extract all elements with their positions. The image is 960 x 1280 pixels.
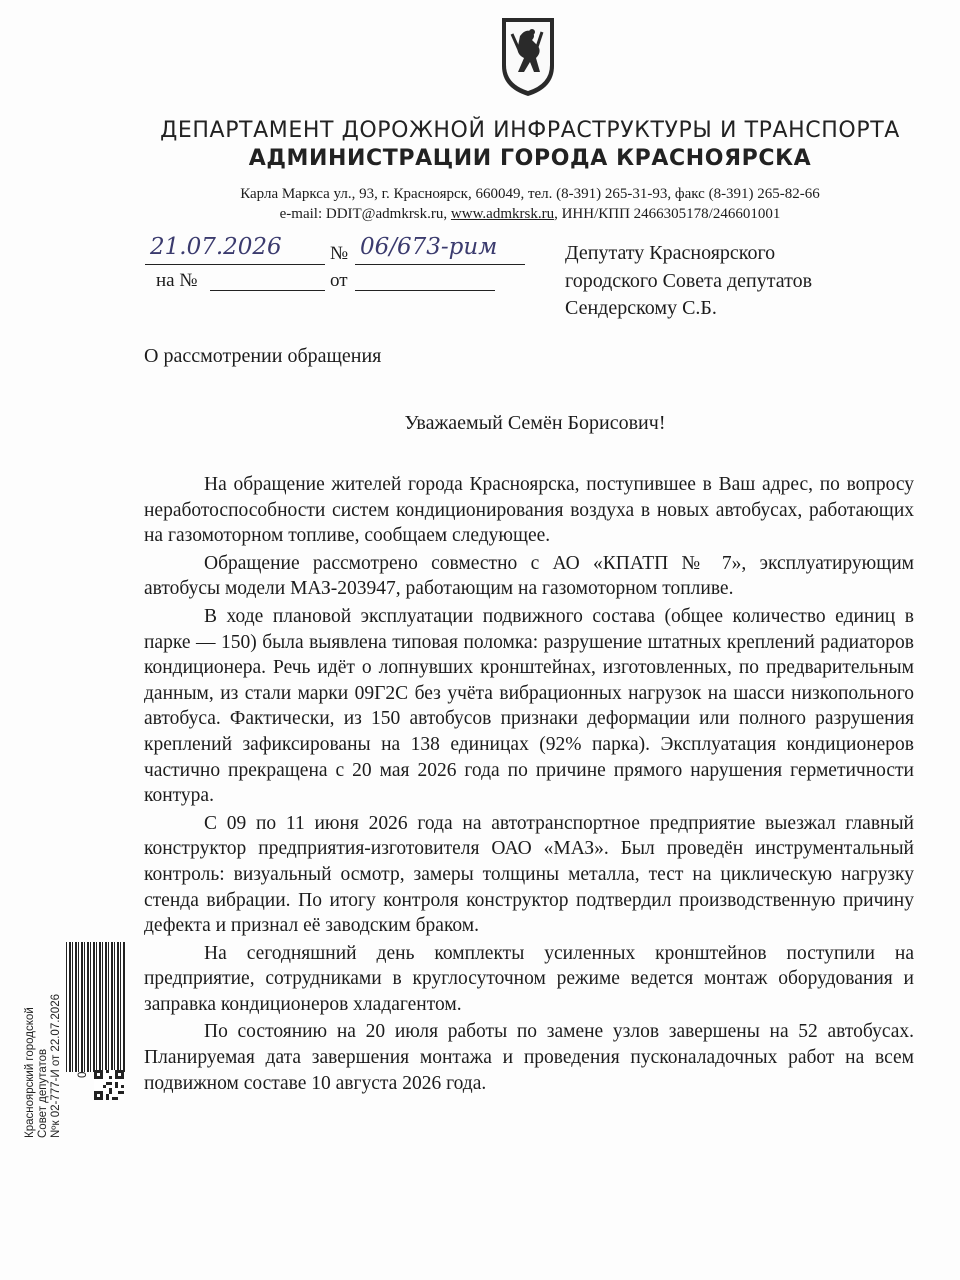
body-paragraph: На обращение жителей города Красноярска, поступившее в Ваш адрес, по вопросу неработоспособности систем кондиционирования воздуха в новых автобусах, работающих на газомоторном топливе, сообщаем следующее. [144, 474, 914, 547]
address-line: Карла Маркса ул., 93, г. Красноярск, 660049, тел. (8-391) 265-31-93, факс (8-391) 265-82-66 [240, 186, 820, 202]
addressee [565, 240, 812, 323]
number-label: № [330, 243, 349, 264]
body-paragraph: Обращение рассмотрено совместно с АО «КПАТП № 7», эксплуатирующим автобусы модели МАЗ-203947, работающим на газомоторном топливе. [144, 552, 914, 600]
stamp-org-line: Совет депутатов [37, 1048, 49, 1138]
addressee-line: Депутату Красноярского [565, 242, 776, 264]
number-underline [355, 264, 525, 265]
body-paragraph: По состоянию на 20 июля работы по замене узлов завершены на 52 автобусах. Планируемая дата завершения монтажа и проведения пусконаладочных работ на всем подвижном составе 10 августа 2026 года. [144, 1021, 914, 1094]
from-label: от [330, 270, 348, 291]
addressee-line: Сендерскому С.Б. [565, 297, 717, 319]
department-name: ДЕПАРТАМЕНТ ДОРОЖНОЙ ИНФРАСТРУКТУРЫ И ТРАНСПОРТА [160, 118, 900, 143]
stamp-org-line: Красноярский городской [24, 1007, 36, 1138]
website-link[interactable]: www.admkrsk.ru [450, 206, 555, 222]
addressee-line: городского Совета депутатов [565, 269, 813, 292]
body-paragraph: В ходе плановой эксплуатации подвижного состава (общее количество единиц в парке — 150) была выявлена типовая поломка: разрушение штатных креплений радиаторов кондиционера. Речь идёт о лопнувших кронштейнах, изготовленных, по предварительным данным, из стали марки 09Г2С без учёта вибрационных нагрузок на шасси низкопольного автобуса. Фактически, из 150 автобусов признаки деформации или полного разрушения креплений зафиксированы на 138 единицах (92% парка). Эксплуатация кондиционеров частично прекращена с 20 мая 2026 года по причине прямого нарушения герметичности контура. [144, 605, 914, 807]
greeting: Уважаемый Семён Борисович! [404, 412, 666, 434]
date-underline [145, 264, 325, 265]
letter-body [144, 472, 914, 1098]
contacts-line [110, 204, 950, 225]
body-paragraph: На сегодняшний день комплекты усиленных кронштейнов поступили на предприятие, сотрудниками в круглосуточном режиме ведется монтаж оборудования и заправка кондиционеров хладагентом. [144, 942, 914, 1015]
ref-label: на № [156, 270, 198, 291]
inn-kpp: , ИНН/КПП 2466305178/246601001 [554, 206, 781, 222]
stamp-reg-number: Nºк 02-777-И от 22.07.2026 [50, 994, 62, 1138]
administration-name: АДМИНИСТРАЦИИ ГОРОДА КРАСНОЯРСКА [248, 146, 812, 171]
subject-line: О рассмотрении обращения [144, 345, 382, 367]
handwritten-number: 06/673-рим [360, 234, 498, 260]
registration-stamp [24, 942, 128, 1138]
ref-underline [210, 290, 325, 291]
qr-code-icon [94, 1070, 124, 1100]
body-paragraph: С 09 по 11 июня 2026 года на автотранспортное предприятие выезжал главный конструктор предприятия-изготовителя ОАО «МАЗ». Был проведён инструментальный контроль: визуальный осмотр, замеры толщины металла, тест на циклическую нагрузку стенда вибрации. По итогу контроля конструктор подтвердил производственную причину дефекта и признал её заводским браком. [144, 812, 914, 937]
barcode-icon [66, 942, 126, 1072]
handwritten-date: 21.07.2026 [150, 234, 282, 260]
from-underline [355, 290, 495, 291]
coat-of-arms-icon [498, 14, 558, 98]
email: e-mail: DDIT@admkrsk.ru, [279, 206, 451, 222]
